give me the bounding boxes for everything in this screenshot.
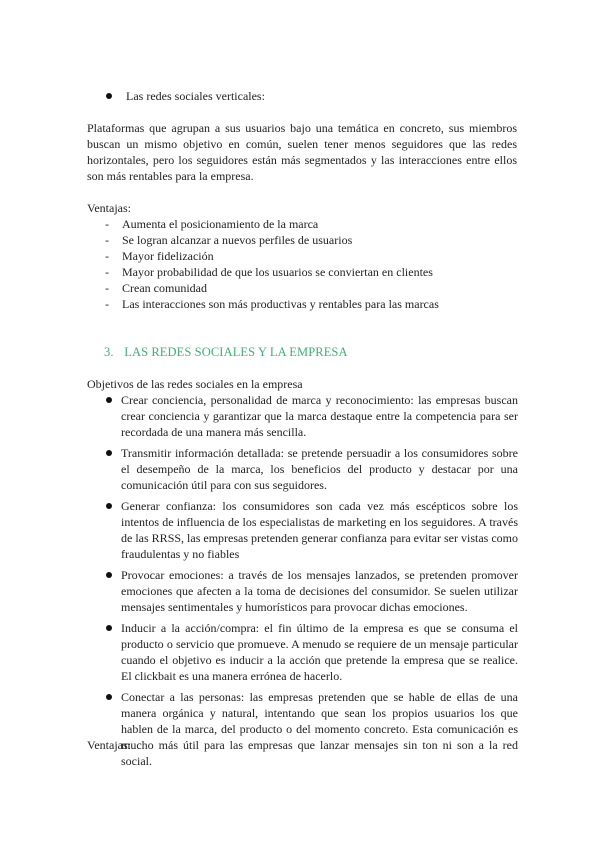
advantages-label: Ventajas:	[87, 201, 131, 215]
bullet-dot	[106, 93, 112, 99]
section-title: LAS REDES SOCIALES Y LA EMPRESA	[124, 345, 348, 359]
bullet-dot	[106, 694, 112, 700]
vertical-networks-paragraph: Plataformas que agrupan a sus usuarios bajo una temática en concreto, sus miembros buscan un mismo objetivo en común, suelen tener menos seguidores que las redes horizontales, pero los seguidores están más segmentados y las interacciones entre ellos son más rentables para la empresa.	[87, 121, 517, 183]
bullet-dot	[106, 397, 112, 403]
list-item: Conectar a las personas: las empresas pretenden que se hable de ellas de una manera orgánica y natural, intentando que sean los propios usuarios los que hablen de la marca, del producto o del momento concreto. Esta comunicación es mucho más útil para las empresas que lanzar mensajes sin ton ni son a la red social.	[106, 689, 518, 769]
list-item: Crear conciencia, personalidad de marca y reconocimiento: las empresas buscan crear conciencia y garantizar que la marca destaque entre la competencia para ser recordada de una manera más sencilla.	[106, 392, 518, 440]
list-item: - Se logran alcanzar a nuevos perfiles de usuarios	[105, 233, 353, 247]
list-item: - Mayor fidelización	[105, 249, 214, 263]
advantages-2-label: Ventajas:	[87, 738, 131, 752]
list-item: - Crean comunidad	[105, 281, 207, 295]
bullet-dot	[106, 625, 112, 631]
list-item: - Las interacciones son más productivas y rentables para las marcas	[105, 297, 439, 311]
list-item: - Mayor probabilidad de que los usuarios se conviertan en clientes	[105, 265, 433, 279]
advantages-list	[87, 216, 527, 312]
list-item: Inducir a la acción/compra: el fin último de la empresa es que se consuma el producto o servicio que promueve. A menudo se requiere de un mensaje particular cuando el objetivo es inducir a la acción que pretende la empresa que se realice. El clickbait es una manera errónea de hacerlo.	[106, 620, 518, 684]
list-item: Provocar emociones: a través de los mensajes lanzados, se pretenden promover emociones que afecten a la toma de decisiones del consumidor. Se suelen utilizar mensajes sentimentales y humorísticos para provocar dichas emociones.	[106, 567, 518, 615]
objectives-list	[106, 392, 518, 774]
section-number: 3.	[104, 345, 114, 359]
section-heading	[104, 344, 348, 360]
intro-bullet-text: Las redes sociales verticales:	[126, 89, 265, 103]
bullet-dot	[106, 503, 112, 509]
bullet-dot	[106, 450, 112, 456]
bullet-dot	[106, 572, 112, 578]
list-item: Generar confianza: los consumidores son cada vez más escépticos sobre los intentos de influencia de los especialistas de marketing en los seguidores. A través de las RRSS, las empresas pretenden generar confianza para evitar ser vistas como fraudulentas y no fiables	[106, 498, 518, 562]
objectives-title: Objetivos de las redes sociales en la empresa	[87, 377, 303, 391]
list-item: Transmitir información detallada: se pretende persuadir a los consumidores sobre el desempeño de la marca, los beneficios del producto y destacar por una comunicación útil para con sus seguidores.	[106, 445, 518, 493]
list-item: - Aumenta el posicionamiento de la marca	[105, 217, 319, 231]
